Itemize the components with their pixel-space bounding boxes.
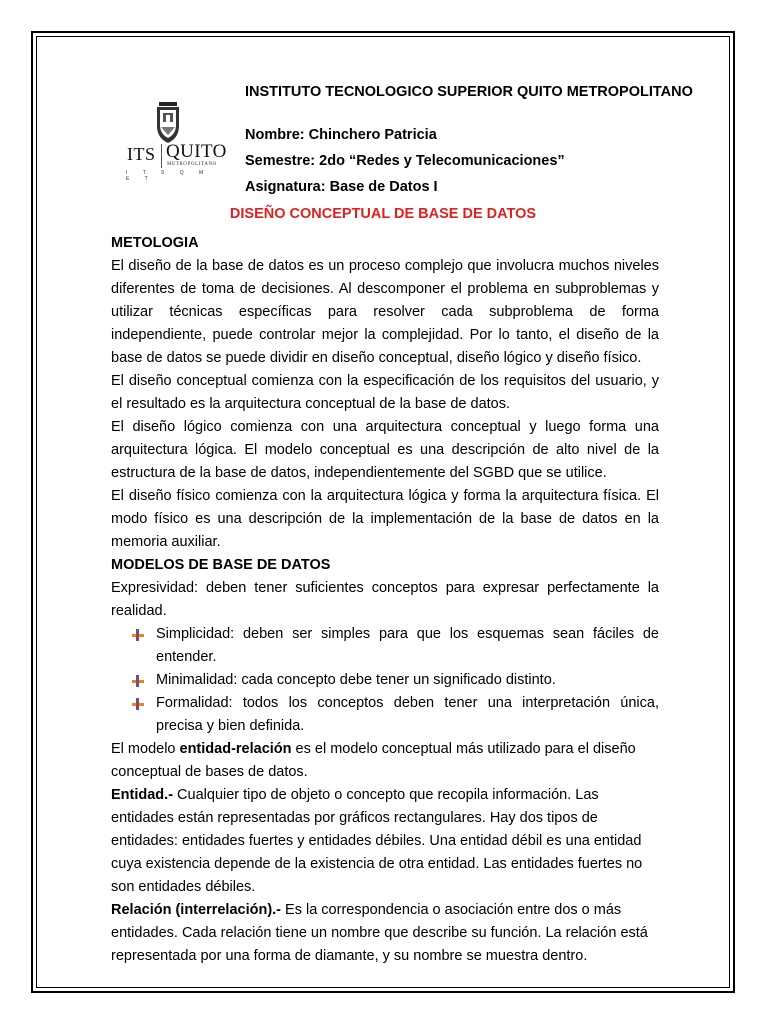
- semester-line: Semestre: 2do “Redes y Telecomunicaciones”: [245, 153, 565, 169]
- section-heading-modelos: MODELOS DE BASE DE DATOS: [111, 557, 331, 573]
- document-body: [111, 232, 659, 968]
- list-item: [111, 623, 659, 669]
- paragraph-relacion: [111, 899, 659, 968]
- bold-term: Relación (interrelación).-: [111, 902, 282, 918]
- subject-line: Asignatura: Base de Datos I: [245, 179, 438, 195]
- logo-dots-text: I T S Q M E T: [126, 170, 211, 182]
- logo-its-text: ITS: [127, 144, 156, 164]
- paragraph: Expresividad: deben tener suficientes conceptos para expresar perfectamente la realidad.: [111, 580, 659, 619]
- list-item-text: Formalidad: todos los conceptos deben tener una interpretación única, precisa y bien definida.: [156, 695, 659, 734]
- text-fragment: El modelo: [111, 741, 180, 757]
- paragraph: El diseño conceptual comienza con la especificación de los requisitos del usuario, y el resultado es la arquitectura conceptual de la base de datos.: [111, 373, 659, 412]
- bullet-icon: [132, 675, 144, 687]
- student-name: Nombre: Chinchero Patricia: [245, 127, 437, 143]
- document-title: DISEÑO CONCEPTUAL DE BASE DE DATOS: [229, 206, 537, 222]
- paragraph: El diseño de la base de datos es un proceso complejo que involucra muchos niveles diferentes de toma de decisiones. Al descomponer el problema en subproblemas y utilizar técnicas específicas para resolver cada subproblema de forma independiente, puede controlar mejor la complejidad. Por lo tanto, el diseño de la base de datos se puede dividir en diseño conceptual, diseño lógico y diseño físico.: [111, 258, 659, 366]
- bold-term: entidad-relación: [179, 741, 292, 757]
- list-item: [111, 669, 659, 692]
- institute-logo: [126, 102, 227, 182]
- logo-quito-text: QUITO: [166, 141, 227, 162]
- logo-metro-text: METROPOLITANO: [167, 162, 217, 167]
- list-item-text: Simplicidad: deben ser simples para que los esquemas sean fáciles de entender.: [156, 626, 659, 665]
- bullet-list: [111, 623, 659, 738]
- shield-icon: [155, 102, 181, 144]
- institute-name: INSTITUTO TECNOLOGICO SUPERIOR QUITO METROPOLITANO: [245, 84, 693, 100]
- bullet-icon: [132, 629, 144, 641]
- text-fragment: Cualquier tipo de objeto o concepto que recopila información. Las entidades están representadas por gráficos rectangulares. Hay dos tipos de entidades: entidades fuertes y entidades débiles. Una entidad débil es una entidad cuya existencia depende de la existencia de otra entidad. Las entidades fuertes no son entidades débiles.: [111, 787, 643, 895]
- paragraph-er-model: [111, 738, 659, 784]
- list-item: [111, 692, 659, 738]
- list-item-text: Minimalidad: cada concepto debe tener un significado distinto.: [156, 672, 556, 688]
- paragraph: El diseño físico comienza con la arquitectura lógica y forma la arquitectura física. El modo físico es una descripción de la implementación de la base de datos en la memoria auxiliar.: [111, 488, 659, 550]
- bullet-icon: [132, 698, 144, 710]
- text-fragment: Es la correspondencia o asociación entre dos o más entidades. Cada relación tiene un nombre que describe su función. La relación está representada por una forma de diamante, y su nombre se muestra dentro.: [111, 902, 648, 964]
- paragraph: El diseño lógico comienza con una arquitectura conceptual y luego forma una arquitectura lógica. El modelo conceptual es una descripción de alto nivel de la estructura de la base de datos, independientemente del SGBD que se utilice.: [111, 419, 659, 481]
- logo-divider: [161, 144, 162, 168]
- text-fragment: es el modelo conceptual más utilizado para el diseño conceptual de bases de datos.: [111, 741, 636, 780]
- section-heading-metologia: METOLOGIA: [111, 235, 199, 251]
- paragraph-entidad: [111, 784, 659, 899]
- bold-term: Entidad.-: [111, 787, 174, 803]
